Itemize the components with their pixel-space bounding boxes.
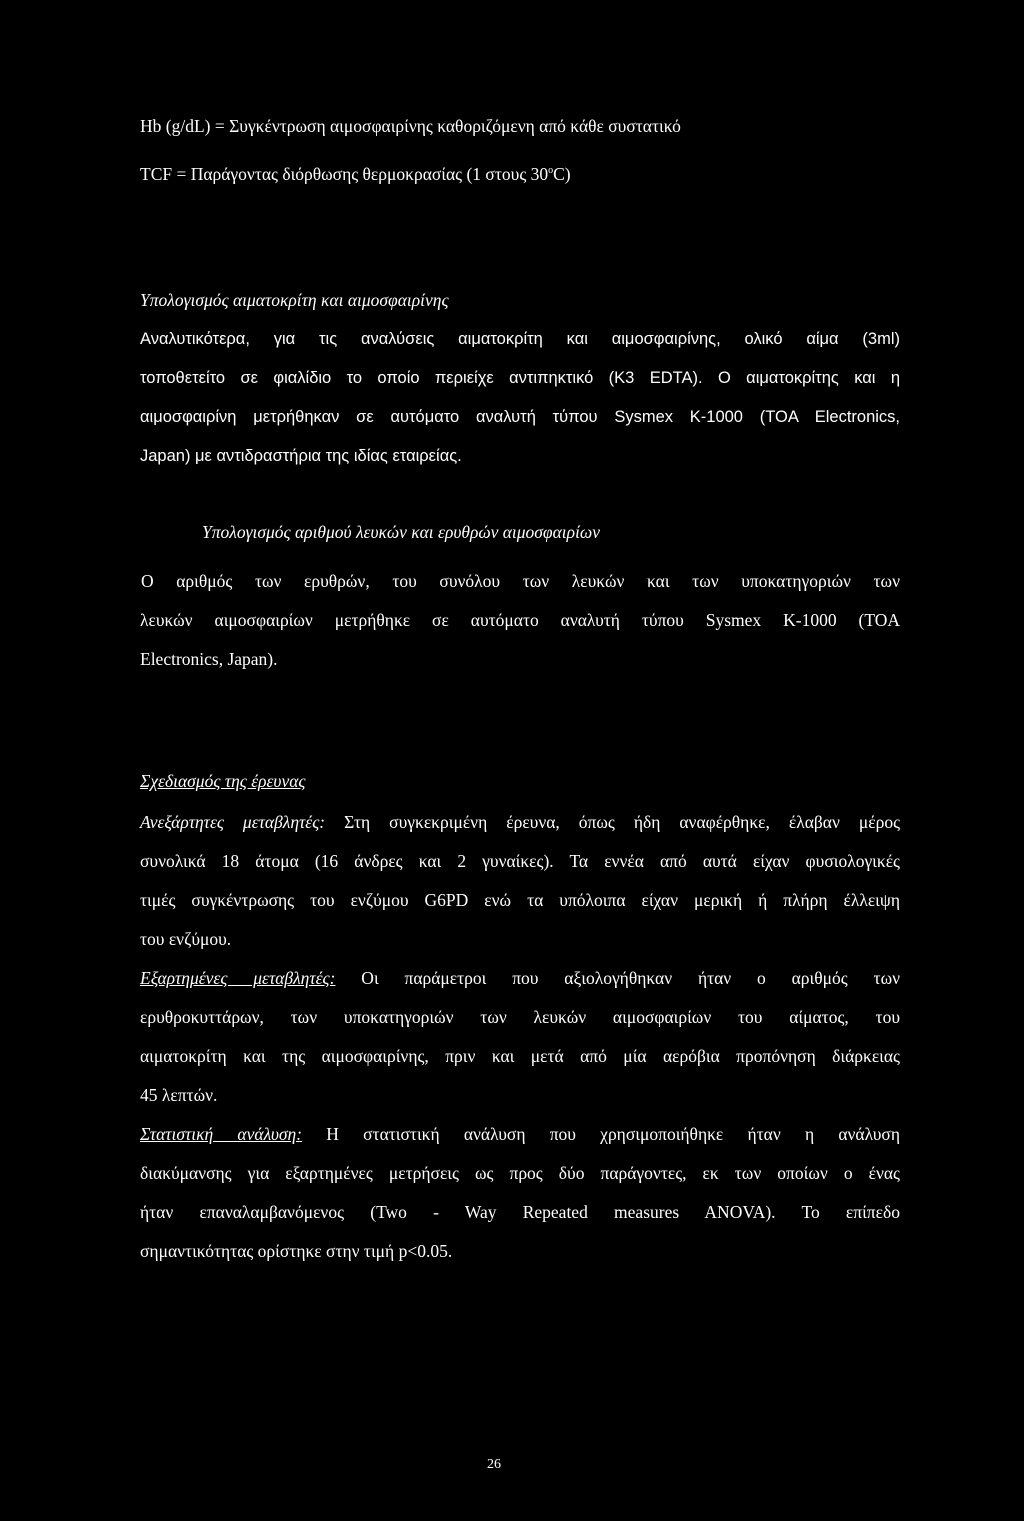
page-number: 26 [487,1457,501,1472]
section1-heading: Υπολογισμός αιματοκρίτη και αιμοσφαιρίνης [140,290,449,310]
formula-tcf-degree: o [548,165,554,176]
stats-line-2: διακύμανσης για εξαρτημένες μετρήσεις ως προς δύο παράγοντες, εκ των οποίων ο ένας [140,1163,900,1183]
stats-line-1 [140,1126,900,1144]
formula-tcf-suffix: C) [553,164,571,184]
stats-label: Στατιστική ανάλυση: [140,1124,303,1144]
independent-line-4: του ενζύμου. [140,929,232,949]
dependent-label: Εξαρτημένες μεταβλητές: [140,968,336,988]
independent-line-2: συνολικά 18 άτομα (16 άνδρες και 2 γυναίκες). Τα εννέα από αυτά είχαν φυσιολογικές [140,851,900,871]
section2-line-1: Ο αριθμός των ερυθρών, του συνόλου των λευκών και των υποκατηγοριών των [141,571,900,591]
formula-hb: Hb (g/dL) = Συγκέντρωση αιμοσφαιρίνης καθοριζόμενη από κάθε συστατικό [140,116,681,136]
independent-line-3: τιμές συγκέντρωσης του ενζύμου G6PD ενώ τα υπόλοιπα είχαν μερική ή πλήρη έλλειψη [140,890,900,910]
stats-text: Η στατιστική ανάλυση που χρησιμοποιήθηκε ήταν η ανάλυση [302,1124,900,1144]
section1-line-1: Αναλυτικότερα, για τις αναλύσεις αιματοκρίτη και αιμοσφαιρίνης, ολικό αίμα (3ml) [140,330,900,348]
formula-tcf [140,166,571,184]
independent-line-1 [140,814,900,832]
dependent-line-2: ερυθροκυττάρων, των υποκατηγοριών των λευκών αιμοσφαιρίων του αίματος, του [140,1007,900,1027]
section1-line-4: Japan) με αντιδραστήρια της ιδίας εταιρείας. [140,447,462,465]
dependent-line-3: αιματοκρίτη και της αιμοσφαιρίνης, πριν και μετά από μία αερόβια προπόνηση διάρκειας [140,1046,900,1066]
section2-line-3: Electronics, Japan). [140,649,278,669]
section1-line-3: αιμοσφαιρίνη μετρήθηκαν σε αυτόματο αναλυτή τύπου Sysmex K-1000 (TOA Electronics, [140,408,900,426]
section3-heading: Σχεδιασμός της έρευνας [140,771,306,791]
stats-line-4: σημαντικότητας ορίστηκε στην τιμή p<0.05. [140,1241,453,1261]
formula-tcf-prefix: TCF = Παράγοντας διόρθωσης θερμοκρασίας (1 στους 30 [140,164,549,184]
section1-line-2: τοποθετείτο σε φιαλίδιο το οποίο περιείχε αντιπηκτικό (Κ3 EDTA). Ο αιματοκρίτης και η [140,369,900,387]
section2-line-2: λευκών αιμοσφαιρίων μετρήθηκε σε αυτόματο αναλυτή τύπου Sysmex K-1000 (TOA [140,610,900,630]
dependent-line-4: 45 λεπτών. [140,1085,218,1105]
dependent-line-1 [140,970,900,988]
independent-label: Ανεξάρτητες μεταβλητές: [140,812,326,832]
section2-heading: Υπολογισμός αριθμού λευκών και ερυθρών αιμοσφαιρίων [202,522,601,542]
independent-text: Στη συγκεκριμένη έρευνα, όπως ήδη αναφέρθηκε, έλαβαν μέρος [325,812,900,832]
stats-line-3: ήταν επαναλαμβανόμενος (Two - Way Repeated measures ANOVA). Το επίπεδο [140,1202,900,1222]
dependent-text: Οι παράμετροι που αξιολογήθηκαν ήταν ο αριθμός των [335,968,900,988]
